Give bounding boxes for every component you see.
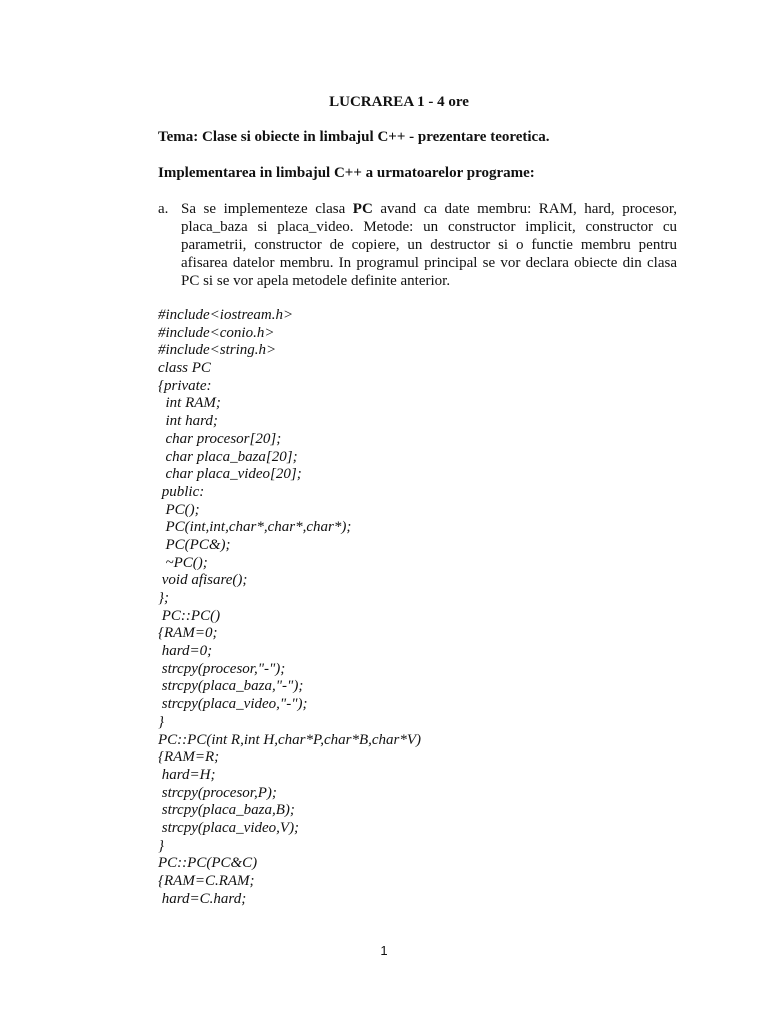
code-line: #include<iostream.h> xyxy=(158,307,294,323)
code-line: strcpy(placa_video,V); xyxy=(158,819,300,836)
code-line: #include<conio.h> xyxy=(158,324,275,341)
code-line: class PC xyxy=(158,360,211,377)
code-line: hard=0; xyxy=(158,643,213,660)
code-line: strcpy(procesor,"-"); xyxy=(158,660,286,677)
code-line: } xyxy=(158,713,164,730)
code-line: char placa_baza[20]; xyxy=(158,448,298,465)
code-line: {RAM=0; xyxy=(158,625,218,642)
code-line: }; xyxy=(158,590,169,606)
code-line: hard=H; xyxy=(158,766,216,783)
task-text-start: Sa se implementeze clasa xyxy=(181,201,353,217)
task-item-marker: a. xyxy=(158,201,169,217)
code-line: strcpy(placa_baza,"-"); xyxy=(158,678,304,695)
code-line: {RAM=R; xyxy=(158,749,220,766)
code-line: {RAM=C.RAM; xyxy=(158,873,255,889)
task-item-body xyxy=(181,200,677,290)
implementation-heading: Implementarea in limbajul C++ a urmatoarelor programe: xyxy=(158,165,535,181)
task-text-rest: avand ca date membru: RAM, hard, procesor, placa_baza si placa_video. Metode: un constructor implicit, constructor cu parametrii, constructor de copiere, un destructor si o functie membru pentru afisarea datelor membru. In programul principal se vor declara obiecte din clasa PC si se vor apela metodele definite anterior. xyxy=(181,201,677,289)
code-line: PC::PC(PC&C) xyxy=(158,855,258,872)
code-line: public: xyxy=(158,483,205,500)
code-line: strcpy(procesor,P); xyxy=(158,784,277,801)
code-line: PC(); xyxy=(158,501,200,518)
code-line: PC(PC&); xyxy=(158,536,231,553)
tema-heading: Tema: Clase si obiecte in limbajul C++ - prezentare teoretica. xyxy=(158,129,550,145)
code-line: PC(int,int,char*,char*,char*); xyxy=(158,519,352,536)
code-listing xyxy=(158,307,421,908)
page-number: 1 xyxy=(380,943,388,958)
document-title-text: LUCRAREA 1 - 4 ore xyxy=(329,94,469,110)
code-line: strcpy(placa_baza,B); xyxy=(158,802,295,819)
task-item-a xyxy=(158,200,677,290)
code-line: char procesor[20]; xyxy=(158,430,282,447)
code-line: char placa_video[20]; xyxy=(158,466,302,483)
code-line: void afisare(); xyxy=(158,572,248,589)
document-title xyxy=(0,93,768,111)
code-line: #include<string.h> xyxy=(158,342,277,359)
code-line: ~PC(); xyxy=(158,554,208,571)
code-line: int hard; xyxy=(158,413,218,430)
code-line: PC::PC() xyxy=(158,607,221,624)
code-line: } xyxy=(158,837,164,854)
code-line: hard=C.hard; xyxy=(158,890,247,907)
code-line: {private: xyxy=(158,377,212,394)
task-class-name: PC xyxy=(352,201,373,217)
code-line: strcpy(placa_video,"-"); xyxy=(158,696,308,713)
code-line: PC::PC(int R,int H,char*P,char*B,char*V) xyxy=(158,731,422,748)
code-line: int RAM; xyxy=(158,395,221,412)
